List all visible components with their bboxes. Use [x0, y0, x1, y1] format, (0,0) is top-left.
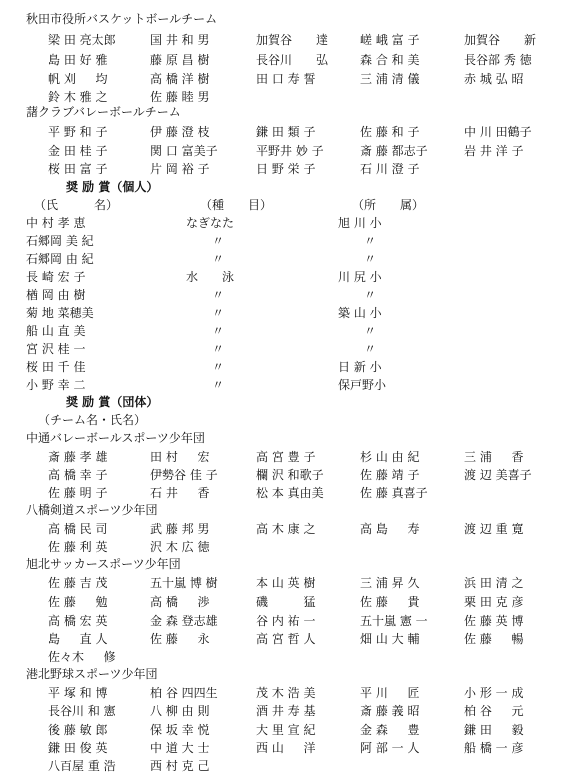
individual-event: 〃	[212, 360, 225, 374]
member-name: 斎 藤 都志子	[360, 144, 428, 158]
individual-event: 〃	[212, 252, 225, 266]
member-name: 三 浦 昇 久	[360, 576, 420, 590]
member-name: 平 川 匠	[360, 686, 420, 700]
member-name: 谷 内 祐 一	[256, 614, 316, 628]
member-name: 加賀谷 新	[464, 33, 537, 47]
member-name: 阿 部 一 人	[360, 741, 420, 755]
individual-affiliation: 〃	[364, 342, 377, 356]
member-name: 鎌 田 俊 英	[48, 741, 108, 755]
member-name: 柏 谷 元	[464, 704, 524, 718]
member-name: 帆 刈 均	[48, 72, 108, 86]
member-name: 渡 辺 重 寛	[464, 522, 524, 536]
member-name: 石 川 澄 子	[360, 162, 420, 176]
member-name: 後 藤 敏 郎	[48, 723, 108, 737]
member-name: 中 道 大 士	[150, 741, 210, 755]
member-name: 佐 藤 永	[150, 632, 210, 646]
member-name: 畑 山 大 輔	[360, 632, 420, 646]
member-name: 高 橋 民 司	[48, 522, 108, 536]
member-name: 鎌 田 類 子	[256, 125, 316, 139]
member-name: 佐 藤 靖 子	[360, 468, 420, 482]
individual-event: 〃	[212, 234, 225, 248]
member-name: 伊 藤 澄 枝	[150, 125, 210, 139]
team-title-kyokuhoku-soccer: 旭北サッカースポーツ少年団	[26, 557, 181, 571]
member-name: 佐 藤 明 子	[48, 486, 108, 500]
member-name: 田 村 宏	[150, 450, 210, 464]
member-name: 高 橋 幸 子	[48, 468, 108, 482]
individual-event: 水 泳	[186, 270, 235, 284]
member-name: 鈴 木 雅 之	[48, 90, 108, 104]
individual-event: 〃	[212, 378, 225, 392]
member-name: 関 口 富美子	[150, 144, 218, 158]
member-name: 森 合 和 美	[360, 53, 420, 67]
individual-affiliation: 日 新 小	[338, 360, 382, 374]
member-name: 斎 藤 義 昭	[360, 704, 420, 718]
member-name: 西 山 洋	[256, 741, 316, 755]
member-name: 佐 藤 和 子	[360, 125, 420, 139]
individual-name: 桜 田 千 佳	[26, 360, 86, 374]
member-name: 沢 木 広 徳	[150, 540, 210, 554]
member-name: 三 浦 清 儀	[360, 72, 420, 86]
member-name: 栗 田 克 彦	[464, 595, 524, 609]
column-header-event: （種 目）	[200, 198, 273, 212]
team-title-kohoku-baseball: 港北野球スポーツ少年団	[26, 667, 158, 681]
member-name: 島 直 人	[48, 632, 108, 646]
member-name: 武 藤 邦 男	[150, 522, 210, 536]
team-title-volleyball-club: 藷クラブバレーボールチーム	[26, 105, 181, 119]
individual-name: 船 山 直 美	[26, 324, 86, 338]
member-name: 佐 藤 暢	[464, 632, 524, 646]
individual-affiliation: 〃	[364, 288, 377, 302]
member-name: 松 本 真由美	[256, 486, 324, 500]
member-name: 藤 原 昌 樹	[150, 53, 210, 67]
member-name: 佐 藤 真喜子	[360, 486, 428, 500]
member-name: 保 坂 幸 悦	[150, 723, 210, 737]
member-name: 八百屋 重 浩	[48, 759, 116, 773]
individual-affiliation: 旭 川 小	[338, 216, 382, 230]
individual-name: 石郷岡 由 紀	[26, 252, 94, 266]
individual-name: 長 崎 宏 子	[26, 270, 86, 284]
member-name: 渡 辺 美喜子	[464, 468, 532, 482]
member-name: 金 森 豊	[360, 723, 420, 737]
member-name: 長谷部 秀 徳	[464, 53, 532, 67]
individual-name: 小 野 幸 二	[26, 378, 86, 392]
member-name: 佐 藤 利 英	[48, 540, 108, 554]
member-name: 五十嵐 憲 一	[360, 614, 428, 628]
member-name: 杉 山 由 紀	[360, 450, 420, 464]
member-name: 桜 田 富 子	[48, 162, 108, 176]
award-title-individual: 奨 励 賞（個人）	[66, 180, 159, 194]
member-name: 斎 藤 孝 雄	[48, 450, 108, 464]
member-name: 佐 藤 睦 男	[150, 90, 210, 104]
team-title-nakadori-volleyball: 中通バレーボールスポーツ少年団	[26, 431, 205, 445]
member-name: 国 井 和 男	[150, 33, 210, 47]
individual-affiliation: 築 山 小	[338, 306, 382, 320]
member-name: 柏 谷 四四生	[150, 686, 218, 700]
member-name: 高 宮 豊 子	[256, 450, 316, 464]
member-name: 伊勢谷 佳 子	[150, 468, 218, 482]
award-title-group: 奨 励 賞（団体）	[66, 395, 159, 409]
member-name: 梁 田 亮太郎	[48, 33, 116, 47]
member-name: 金 田 桂 子	[48, 144, 108, 158]
member-name: 田 口 寿 誓	[256, 72, 316, 86]
member-name: 八 柳 由 則	[150, 704, 210, 718]
member-name: 石 井 香	[150, 486, 210, 500]
member-name: 佐々木 修	[48, 650, 116, 664]
individual-name: 宮 沢 桂 一	[26, 342, 86, 356]
member-name: 茂 木 浩 美	[256, 686, 316, 700]
member-name: 船 橋 一 彦	[464, 741, 524, 755]
member-name: 高 木 康 之	[256, 522, 316, 536]
individual-event: 〃	[212, 342, 225, 356]
member-name: 高 島 寿	[360, 522, 420, 536]
individual-affiliation: 〃	[364, 324, 377, 338]
member-name: 佐 藤 英 博	[464, 614, 524, 628]
member-name: 平 野 和 子	[48, 125, 108, 139]
member-name: 赤 城 弘 昭	[464, 72, 524, 86]
team-title-yabase-kendo: 八橋剣道スポーツ少年団	[26, 503, 158, 517]
member-name: 磯 猛	[256, 595, 316, 609]
member-name: 長谷川 和 憲	[48, 704, 116, 718]
individual-event: 〃	[212, 288, 225, 302]
member-name: 高 橋 洋 樹	[150, 72, 210, 86]
member-name: 中 川 田鶴子	[464, 125, 532, 139]
individual-event: 〃	[212, 306, 225, 320]
team-title-akita-basketball: 秋田市役所バスケットボールチーム	[26, 12, 218, 26]
member-name: 佐 藤 勉	[48, 595, 108, 609]
individual-affiliation: 川 尻 小	[338, 270, 382, 284]
member-name: 嵯 峨 富 子	[360, 33, 420, 47]
member-name: 岩 井 洋 子	[464, 144, 524, 158]
member-name: 高 橋 渉	[150, 595, 210, 609]
member-name: 平 塚 和 博	[48, 686, 108, 700]
member-name: 酒 井 寿 基	[256, 704, 316, 718]
member-name: 西 村 克 己	[150, 759, 210, 773]
member-name: 片 岡 裕 子	[150, 162, 210, 176]
member-name: 平野井 妙 子	[256, 144, 324, 158]
individual-affiliation: 〃	[364, 234, 377, 248]
member-name: 日 野 栄 子	[256, 162, 316, 176]
member-name: 大 里 宣 紀	[256, 723, 316, 737]
individual-event: 〃	[212, 324, 225, 338]
member-name: 本 山 英 樹	[256, 576, 316, 590]
member-name: 浜 田 清 之	[464, 576, 524, 590]
individual-affiliation: 〃	[364, 252, 377, 266]
member-name: 佐 藤 吉 茂	[48, 576, 108, 590]
member-name: 島 田 好 雅	[48, 53, 108, 67]
individual-name: 楢 岡 由 樹	[26, 288, 86, 302]
member-name: 高 橋 宏 英	[48, 614, 108, 628]
individual-name: 菊 地 菜穂美	[26, 306, 94, 320]
column-header-name: （氏 名）	[34, 198, 119, 212]
member-name: 金 森 登志雄	[150, 614, 218, 628]
column-header-affiliation: （所 属）	[352, 198, 425, 212]
member-name: 五十嵐 博 樹	[150, 576, 218, 590]
member-name: 長谷川 弘	[256, 53, 329, 67]
member-name: 欄 沢 和歌子	[256, 468, 324, 482]
group-subheader: （チーム名・氏名）	[38, 413, 147, 427]
individual-affiliation: 保戸野小	[338, 378, 387, 392]
individual-event: なぎなた	[186, 216, 235, 230]
member-name: 高 宮 哲 人	[256, 632, 316, 646]
member-name: 三 浦 香	[464, 450, 524, 464]
member-name: 鎌 田 毅	[464, 723, 524, 737]
individual-name: 石郷岡 美 紀	[26, 234, 94, 248]
member-name: 佐 藤 貴	[360, 595, 420, 609]
member-name: 小 形 一 成	[464, 686, 524, 700]
individual-name: 中 村 孝 恵	[26, 216, 86, 230]
member-name: 加賀谷 達	[256, 33, 329, 47]
